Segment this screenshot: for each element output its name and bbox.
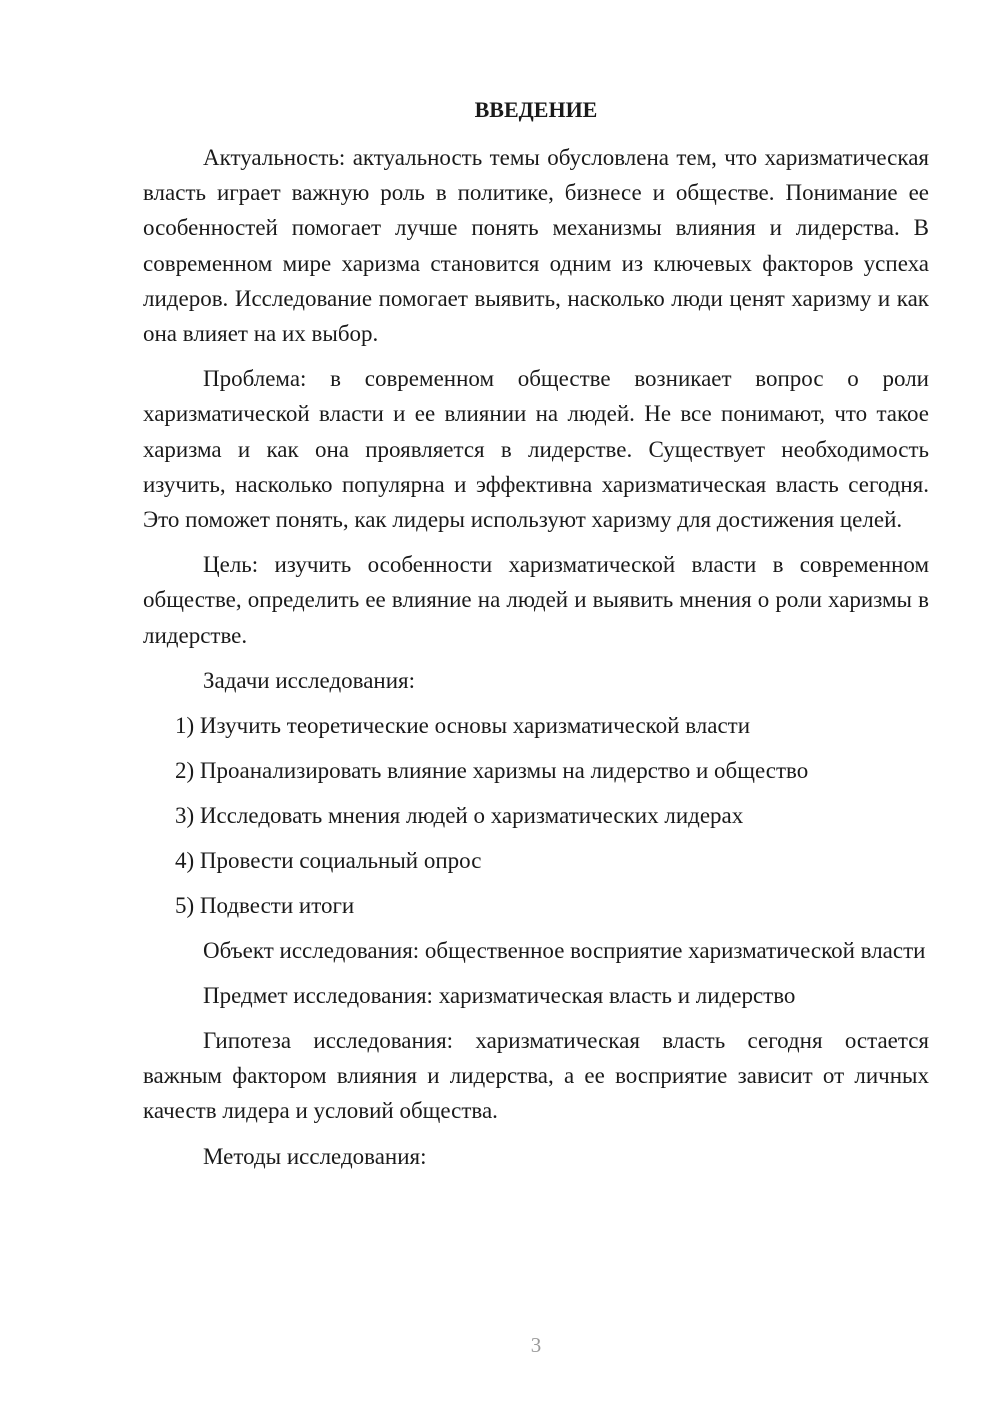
task-item: 3) Исследовать мнения людей о харизматических лидерах [175,802,744,828]
object-paragraph: Объект исследования: общественное восприятие харизматической власти [203,937,926,963]
problem-paragraph: Проблема: в современном обществе возникает вопрос о роли харизматической власти и ее влиянии на людей. Не все понимают, что такое харизма и как она проявляется в лидерстве. Существует необходимость изучить, насколько популярна и эффективна харизматическая власть сегодня. Это поможет понять, как лидеры используют харизму для достижения целей. [143,366,929,533]
task-item: 1) Изучить теоретические основы харизматической власти [175,712,751,738]
relevance-paragraph: Актуальность: актуальность темы обусловлена тем, что харизматическая власть играет важную роль в политике, бизнесе и обществе. Понимание ее особенностей помогает лучше понять механизмы влияния и лидерства. В современном мире харизма становится одним из ключевых факторов успеха лидеров. Исследование помогает выявить, насколько люди ценят харизму и как она влияет на их выбор. [143,145,929,347]
task-item: 4) Провести социальный опрос [175,847,482,873]
page-number: 3 [530,1333,542,1357]
tasks-list [143,708,929,923]
subject-paragraph: Предмет исследования: харизматическая власть и лидерство [203,983,796,1009]
methods-heading: Методы исследования: [203,1143,427,1169]
task-item: 5) Подвести итоги [175,892,355,918]
hypothesis-paragraph: Гипотеза исследования: харизматическая власть сегодня остается важным фактором влияния и лидерства, а ее восприятие зависит от личных качеств лидера и условий общества. [143,1028,929,1124]
goal-paragraph: Цель: изучить особенности харизматической власти в современном обществе, определить ее влияние на людей и выявить мнения о роли харизмы в лидерстве. [143,552,929,648]
page-title: ВВЕДЕНИЕ [474,97,598,122]
page-content [143,94,929,1184]
tasks-heading: Задачи исследования: [203,667,416,693]
task-item: 2) Проанализировать влияние харизмы на лидерство и общество [175,757,809,783]
